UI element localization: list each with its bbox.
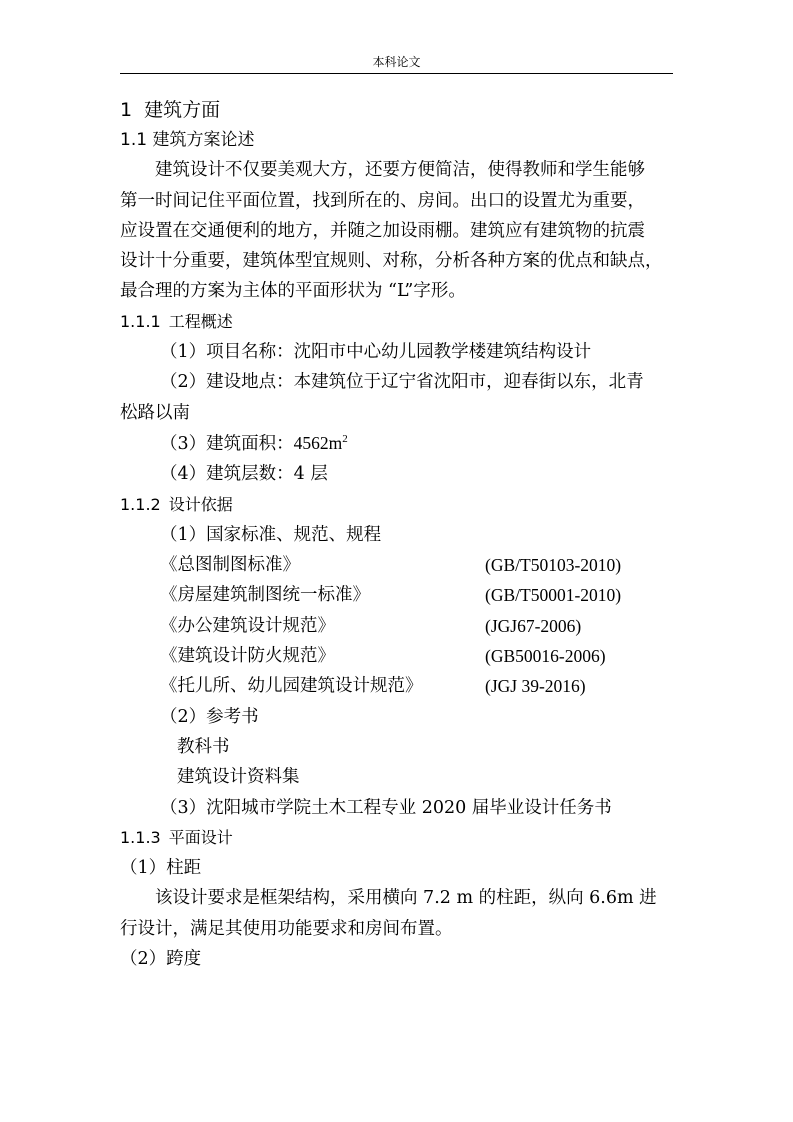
standard-row bbox=[120, 550, 676, 580]
paragraph-line: 应设置在交通便利的地方，并随之加设雨棚。建筑应有建筑物的抗震 bbox=[120, 220, 645, 241]
floors-item: （4）建筑层数：4 层 bbox=[160, 464, 328, 485]
standard-name: 《办公建筑设计规范》 bbox=[160, 615, 335, 636]
document-body bbox=[120, 95, 676, 974]
standards-heading: （1）国家标准、规范、规程 bbox=[160, 524, 382, 545]
span-heading: （2）跨度 bbox=[120, 949, 202, 970]
paragraph-line: 最合理的方案为主体的平面形状为 “L”字形。 bbox=[120, 281, 466, 302]
paragraph-line: 第一时间记住平面位置，找到所在的、房间。出口的设置尤为重要， bbox=[120, 190, 645, 211]
standard-name: 《房屋建筑制图统一标准》 bbox=[160, 585, 370, 606]
standard-code: (GB/T50103-2010) bbox=[485, 555, 622, 576]
section-heading-1-1-3 bbox=[120, 823, 676, 853]
section-heading-1-1-1 bbox=[120, 307, 676, 337]
section-number: 1 bbox=[120, 99, 133, 121]
paragraph-architecture-scheme bbox=[120, 155, 676, 306]
standard-code: (GB/T50001-2010) bbox=[485, 585, 622, 606]
paragraph-line: 行设计，满足其使用功能要求和房间布置。 bbox=[120, 918, 453, 939]
section-heading-1-1-2 bbox=[120, 490, 676, 520]
paragraph-column-spacing bbox=[120, 883, 676, 944]
area-item bbox=[120, 428, 676, 459]
section-number: 1.1.2 bbox=[120, 494, 161, 514]
section-title: 设计依据 bbox=[168, 494, 233, 514]
section-title: 工程概述 bbox=[168, 311, 233, 331]
location-item: （2）建设地点：本建筑位于辽宁省沈阳市，迎春街以东，北青 bbox=[160, 372, 644, 393]
standard-row bbox=[120, 671, 676, 701]
area-value: 4562m bbox=[293, 432, 343, 453]
section-number: 1.1.3 bbox=[120, 827, 161, 847]
reference-book: 建筑设计资料集 bbox=[177, 767, 300, 788]
section-title: 建筑方面 bbox=[144, 99, 221, 121]
task-book-item: （3）沈阳城市学院土木工程专业 2020 届毕业设计任务书 bbox=[160, 797, 612, 818]
section-number: 1.1.1 bbox=[120, 311, 161, 331]
section-title: 平面设计 bbox=[168, 827, 233, 847]
standard-name: 《托儿所、幼儿园建筑设计规范》 bbox=[160, 676, 423, 697]
area-superscript: 2 bbox=[342, 433, 348, 446]
section-heading-1-1: 1.1 建筑方案论述 bbox=[120, 130, 255, 150]
area-label: （3）建筑面积： bbox=[160, 433, 294, 454]
paragraph-line: 建筑设计不仅要美观大方，还要方便简洁，使得教师和学生能够 bbox=[155, 160, 645, 181]
header-rule bbox=[120, 73, 673, 74]
column-spacing-heading: （1）柱距 bbox=[120, 858, 202, 879]
standard-code: (JGJ67-2006) bbox=[485, 615, 582, 636]
location-item-continued: 松路以南 bbox=[120, 402, 190, 423]
standard-row bbox=[120, 580, 676, 610]
standard-name: 《建筑设计防火规范》 bbox=[160, 646, 335, 667]
standard-name: 《总图制图标准》 bbox=[160, 555, 300, 576]
paragraph-line: 设计十分重要，建筑体型宜规则、对称，分析各种方案的优点和缺点， bbox=[120, 251, 663, 272]
paragraph-line: 该设计要求是框架结构，采用横向 7.2 m 的柱距，纵向 6.6m 进 bbox=[155, 888, 657, 909]
section-heading-1 bbox=[120, 95, 676, 125]
reference-books-heading: （2）参考书 bbox=[160, 706, 259, 727]
standard-row bbox=[120, 641, 676, 671]
reference-book: 教科书 bbox=[177, 736, 230, 757]
standard-code: (GB50016-2006) bbox=[485, 646, 606, 667]
standard-row bbox=[120, 611, 676, 641]
page-header: 本科论文 bbox=[372, 55, 421, 69]
project-name-item: （1）项目名称：沈阳市中心幼儿园教学楼建筑结构设计 bbox=[160, 342, 592, 363]
standard-code: (JGJ 39-2016) bbox=[485, 676, 586, 697]
